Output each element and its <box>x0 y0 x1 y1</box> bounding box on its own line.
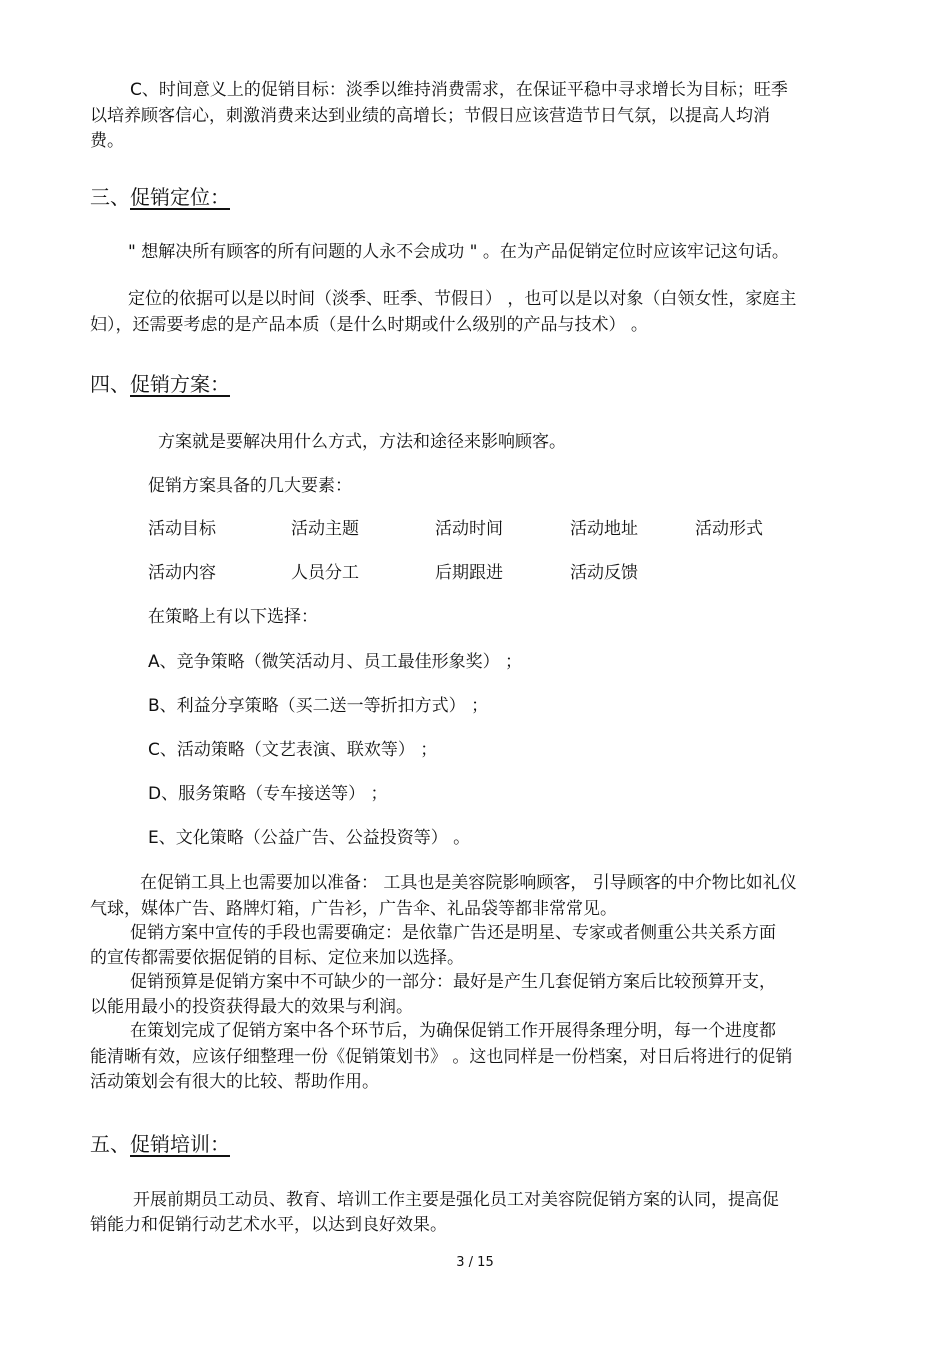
heading-title: 促销方案： <box>130 372 230 396</box>
strategy-letter: D、 <box>148 784 179 804</box>
heading-title: 促销定位： <box>130 185 230 209</box>
strategy-letter: B、 <box>148 696 177 716</box>
paragraph-time-goal-line3: 费。 <box>90 131 124 151</box>
section-heading-positioning <box>90 183 230 211</box>
strategy-letter: E、 <box>148 828 176 848</box>
element-item: 活动主题 <box>291 519 359 539</box>
paragraph-basis-line1: 定位的依据可以是以时间（淡季、旺季、节假日） ，也可以是以对象（白领女性，家庭主 <box>128 289 797 309</box>
strategy-text: 利益分享策略（买二送一等折扣方式） ； <box>176 696 489 716</box>
paragraph-training-line1: 开展前期员工动员、教育、培训工作主要是强化员工对美容院促销方案的认同，提高促 <box>133 1190 779 1210</box>
paragraph-budget-line2: 以能用最小的投资获得最大的效果与利润。 <box>90 997 413 1017</box>
strategy-text: 文化策略（公益广告、公益投资等） 。 <box>175 828 471 848</box>
paragraph-publicity-line2: 的宣传都需要依据促销的目标、定位来加以选择。 <box>90 948 464 968</box>
strategy-letter: A、 <box>148 652 177 672</box>
paragraph-plan-intro: 方案就是要解决用什么方式，方法和途径来影响顾客。 <box>158 432 566 452</box>
heading-number: 三、 <box>90 185 130 209</box>
heading-title: 促销培训： <box>130 1132 230 1156</box>
paragraph-plan-line2: 能清晰有效，应该仔细整理一份《促销策划书》 。这也同样是一份档案，对日后将进行的促销 <box>90 1047 793 1067</box>
strategy-label: 在策略上有以下选择： <box>148 607 318 627</box>
paragraph-time-goal-line1: C、时间意义上的促销目标：淡季以维持消费需求，在保证平稳中寻求增长为目标；旺季 <box>130 80 788 100</box>
strategy-text: 竞争策略（微笑活动月、员工最佳形象奖） ； <box>176 652 523 672</box>
page-number: 3 / 15 <box>456 1255 494 1270</box>
section-heading-plan <box>90 370 230 398</box>
element-item: 活动反馈 <box>570 563 638 583</box>
element-item: 活动内容 <box>148 563 216 583</box>
paragraph-plan-line1: 在策划完成了促销方案中各个环节后，为确保促销工作开展得条理分明，每一个进度都 <box>130 1021 776 1041</box>
paragraph-plan-line3: 活动策划会有很大的比较、帮助作用。 <box>90 1072 379 1092</box>
element-item: 活动时间 <box>435 519 503 539</box>
element-item: 活动形式 <box>695 519 763 539</box>
element-item: 活动地址 <box>570 519 638 539</box>
paragraph-budget-line1: 促销预算是促销方案中不可缺少的一部分：最好是产生几套促销方案后比较预算开支， <box>130 972 776 992</box>
strategy-item <box>148 694 488 718</box>
paragraph-training-line2: 销能力和促销行动艺术水平，以达到良好效果。 <box>90 1215 447 1235</box>
strategy-item <box>148 650 522 674</box>
strategy-item <box>148 826 470 850</box>
heading-number: 四、 <box>90 372 130 396</box>
paragraph-tools-line1: 在促销工具上也需要加以准备： 工具也是美容院影响顾客， 引导顾客的中介物比如礼仪 <box>140 873 797 893</box>
heading-number: 五、 <box>90 1132 130 1156</box>
strategy-text: 服务策略（专车接送等） ； <box>178 784 388 804</box>
element-item: 后期跟进 <box>435 563 503 583</box>
paragraph-tools-line2: 气球，媒体广告、路牌灯箱，广告衫，广告伞、礼品袋等都非常常见。 <box>90 899 617 919</box>
strategy-item <box>148 782 388 806</box>
paragraph-basis-line2: 妇），还需要考虑的是产品本质（是什么时期或什么级别的产品与技术） 。 <box>90 315 648 335</box>
paragraph-time-goal-line2: 以培养顾客信心，刺激消费来达到业绩的高增长；节假日应该营造节日气氛，以提高人均消 <box>90 106 770 126</box>
paragraph-publicity-line1: 促销方案中宣传的手段也需要确定：是依靠广告还是明星、专家或者侧重公共关系方面 <box>130 923 776 943</box>
element-item: 活动目标 <box>148 519 216 539</box>
strategy-text: 活动策略（文艺表演、联欢等） ； <box>176 740 438 760</box>
elements-label: 促销方案具备的几大要素： <box>148 476 352 496</box>
paragraph-quote: " 想解决所有顾客的所有问题的人永不会成功 " 。在为产品促销定位时应该牢记这句话。 <box>128 242 789 262</box>
element-item: 人员分工 <box>291 563 359 583</box>
section-heading-training <box>90 1130 230 1158</box>
strategy-item <box>148 738 437 762</box>
strategy-letter: C、 <box>148 740 177 760</box>
